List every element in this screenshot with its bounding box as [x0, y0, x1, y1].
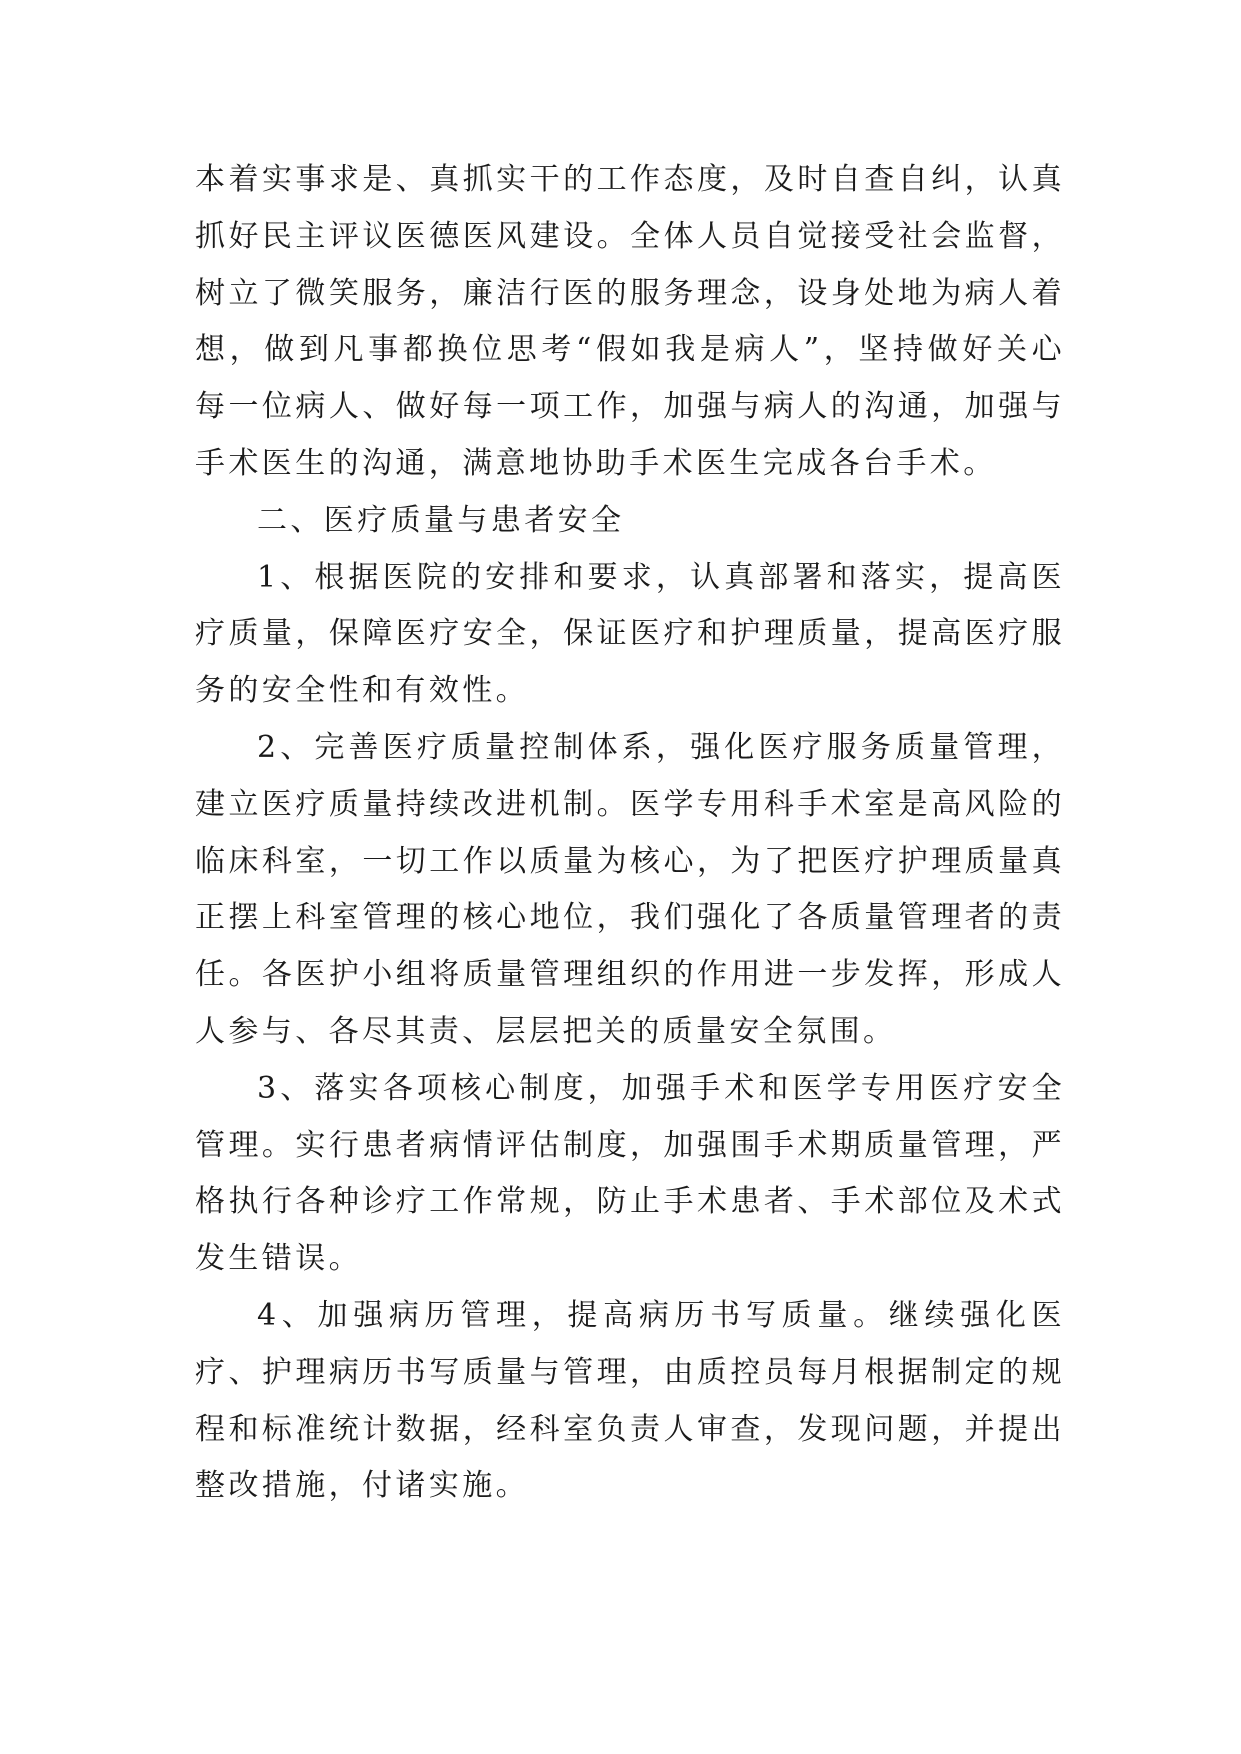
- document-body: [195, 152, 1065, 1515]
- paragraph-item-3: 3、落实各项核心制度，加强手术和医学专用医疗安全管理。实行患者病情评估制度，加强围手术期质量管理，严格执行各种诊疗工作常规，防止手术患者、手术部位及术式发生错误。: [195, 1070, 1065, 1277]
- paragraph-intro: 本着实事求是、真抓实干的工作态度，及时自查自纠，认真抓好民主评议医德医风建设。全体人员自觉接受社会监督，树立了微笑服务，廉洁行医的服务理念，设身处地为病人着想，做到凡事都换位思考“假如我是病人”，坚持做好关心每一位病人、做好每一项工作，加强与病人的沟通，加强与手术医生的沟通，满意地协助手术医生完成各台手术。: [195, 162, 1065, 481]
- paragraph-item-4: 4、加强病历管理，提高病历书写质量。继续强化医疗、护理病历书写质量与管理，由质控员每月根据制定的规程和标准统计数据，经科室负责人审查，发现问题，并提出整改措施，付诸实施。: [195, 1297, 1065, 1504]
- section-heading-2: 二、医疗质量与患者安全: [257, 502, 625, 538]
- paragraph-item-2: 2、完善医疗质量控制体系，强化医疗服务质量管理，建立医疗质量持续改进机制。医学专用科手术室是高风险的临床科室，一切工作以质量为核心，为了把医疗护理质量真正摆上科室管理的核心地位，我们强化了各质量管理者的责任。各医护小组将质量管理组织的作用进一步发挥，形成人人参与、各尽其责、层层把关的质量安全氛围。: [195, 729, 1065, 1049]
- paragraph-item-1: 1、根据医院的安排和要求，认真部署和落实，提高医疗质量，保障医疗安全，保证医疗和护理质量，提高医疗服务的安全性和有效性。: [195, 559, 1065, 709]
